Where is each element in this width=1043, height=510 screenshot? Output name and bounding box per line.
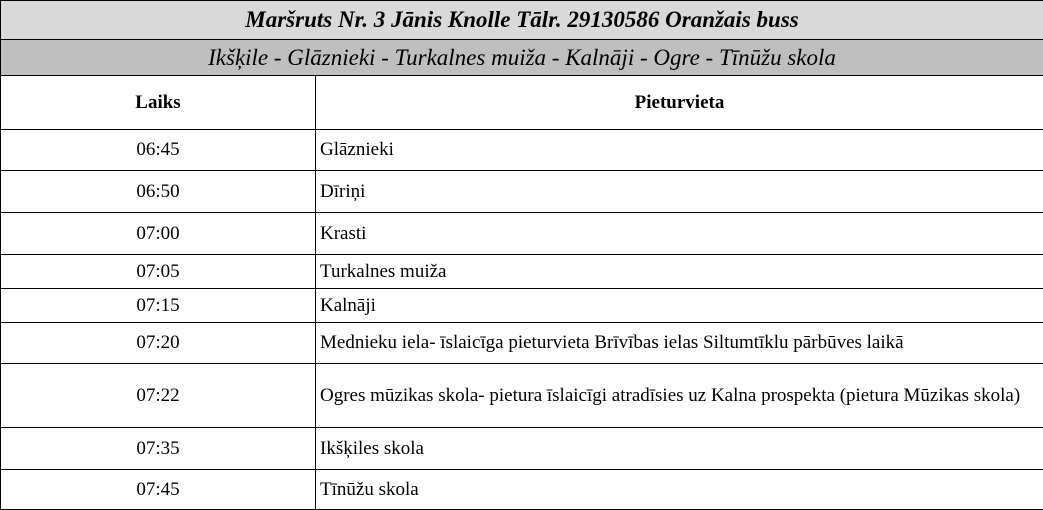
time-cell: 07:15 (1, 289, 316, 323)
stop-cell: Dīriņi (316, 171, 1043, 213)
stop-cell: Tīnūžu skola (316, 470, 1043, 510)
time-cell: 07:00 (1, 213, 316, 255)
stop-cell: Krasti (316, 213, 1043, 255)
table-row (1, 255, 1043, 289)
title-row (1, 1, 1043, 40)
column-header-time: Laiks (1, 76, 316, 130)
time-cell: 07:35 (1, 428, 316, 470)
time-cell: 07:05 (1, 255, 316, 289)
stop-cell: Ikšķiles skola (316, 428, 1043, 470)
table-row (1, 213, 1043, 255)
route-stops-summary: Ikšķile - Glāznieki - Turkalnes muiža - Kalnāji - Ogre - Tīnūžu skola (1, 40, 1043, 76)
table-row (1, 323, 1043, 364)
table-row (1, 470, 1043, 510)
table-row (1, 428, 1043, 470)
route-title: Maršruts Nr. 3 Jānis Knolle Tālr. 29130586 Oranžais buss (1, 1, 1043, 40)
column-header-stop: Pieturvieta (316, 76, 1043, 130)
stop-cell: Glāznieki (316, 130, 1043, 171)
stop-cell: Turkalnes muiža (316, 255, 1043, 289)
stop-cell: Mednieku iela- īslaicīga pieturvieta Brīvības ielas Siltumtīklu pārbūves laikā (316, 323, 1043, 364)
table-row (1, 130, 1043, 171)
route-row (1, 40, 1043, 76)
time-cell: 07:20 (1, 323, 316, 364)
time-cell: 07:22 (1, 364, 316, 428)
stop-cell: Kalnāji (316, 289, 1043, 323)
time-cell: 06:50 (1, 171, 316, 213)
table-row (1, 289, 1043, 323)
stop-cell: Ogres mūzikas skola- pietura īslaicīgi atradīsies uz Kalna prospekta (pietura Mūzikas skola) (316, 364, 1043, 428)
table-row (1, 171, 1043, 213)
time-cell: 07:45 (1, 470, 316, 510)
table-row (1, 364, 1043, 428)
time-cell: 06:45 (1, 130, 316, 171)
column-header-row (1, 76, 1043, 130)
